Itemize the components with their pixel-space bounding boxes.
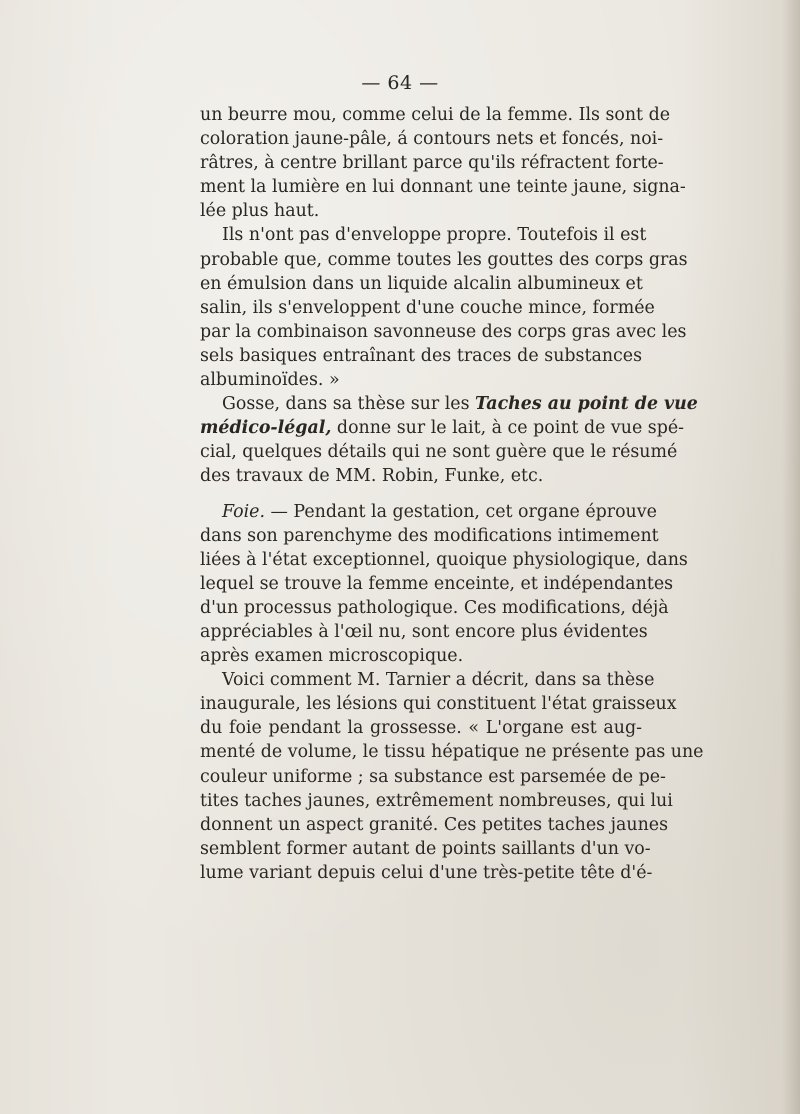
paragraph-1: [200, 103, 686, 223]
text-line: salin, ils s'enveloppent d'une couche mince, formée: [200, 297, 655, 318]
text-line: par la combinaison savonneuse des corps gras avec les: [200, 321, 687, 342]
paragraph-5: [200, 668, 704, 885]
text-line: donnent un aspect granité. Ces petites taches jaunes: [200, 814, 669, 835]
text-line: cial, quelques détails qui ne sont guère que le résumé: [200, 442, 678, 463]
thesis-title: Taches au point de vue: [475, 394, 698, 415]
text-line: tites taches jaunes, extrêmement nombreuses, qui lui: [200, 790, 673, 811]
text-line: après examen microscopique.: [200, 646, 464, 667]
text-line: Ils n'ont pas d'enveloppe propre. Toutefois il est: [222, 225, 647, 246]
text-line: probable que, comme toutes les gouttes des corps gras: [200, 249, 688, 270]
text-line: semblent former autant de points saillants d'un vo-: [200, 838, 651, 859]
text-line: coloration jaune-pâle, á contours nets et foncés, noi-: [200, 129, 664, 150]
text-line: appréciables à l'œil nu, sont encore plus évidentes: [200, 621, 648, 642]
text-line: sels basiques entraînant des traces de substances: [200, 345, 642, 366]
text-line: du foie pendant la grossesse. « L'organe est aug-: [200, 718, 642, 739]
text-line: des travaux de MM. Robin, Funke, etc.: [200, 466, 544, 487]
paragraph-3: [200, 392, 698, 488]
text-line: Voici comment M. Tarnier a décrit, dans sa thèse: [222, 670, 655, 691]
text-line: menté de volume, le tissu hépatique ne présente pas une: [200, 742, 704, 763]
text-line: dans son parenchyme des modifications intimement: [200, 525, 659, 546]
text-line: d'un processus pathologique. Ces modifications, déjà: [200, 597, 669, 618]
paragraph-2: [200, 223, 688, 392]
text-line: lée plus haut.: [200, 201, 320, 222]
page-number: — 64 —: [361, 72, 439, 94]
text-line: liées à l'état exceptionnel, quoique physiologique, dans: [200, 549, 688, 570]
text-line: en émulsion dans un liquide alcalin albumineux et: [200, 273, 643, 294]
text-line: lume variant depuis celui d'une très-petite tête d'é-: [200, 862, 653, 883]
text-line: un beurre mou, comme celui de la femme. Ils sont de: [200, 105, 670, 125]
text-line: [200, 500, 657, 524]
section-heading: Foie.: [222, 501, 265, 522]
page-edge-shadow: [782, 0, 800, 1114]
text-line: inaugurale, les lésions qui constituent l'état graisseux: [200, 694, 677, 715]
text-run: Gosse, dans sa thèse sur les: [222, 394, 476, 415]
text-line: ment la lumière en lui donnant une teinte jaune, signa-: [200, 177, 686, 198]
body-text: [200, 103, 704, 885]
text-line: albuminoïdes. »: [200, 370, 340, 391]
text-line: couleur uniforme ; sa substance est parsemée de pe-: [200, 766, 666, 787]
paragraph-4: [200, 500, 688, 669]
thesis-title: médico-légal,: [200, 418, 332, 439]
text-line: [200, 392, 698, 416]
text-run: — Pendant la gestation, cet organe éprouve: [264, 501, 657, 522]
text-line: [200, 416, 684, 440]
text-run: donne sur le lait, à ce point de vue spé-: [331, 418, 684, 439]
text-line: lequel se trouve la femme enceinte, et indépendantes: [200, 573, 674, 594]
text-line: râtres, à centre brillant parce qu'ils réfractent forte-: [200, 153, 664, 174]
